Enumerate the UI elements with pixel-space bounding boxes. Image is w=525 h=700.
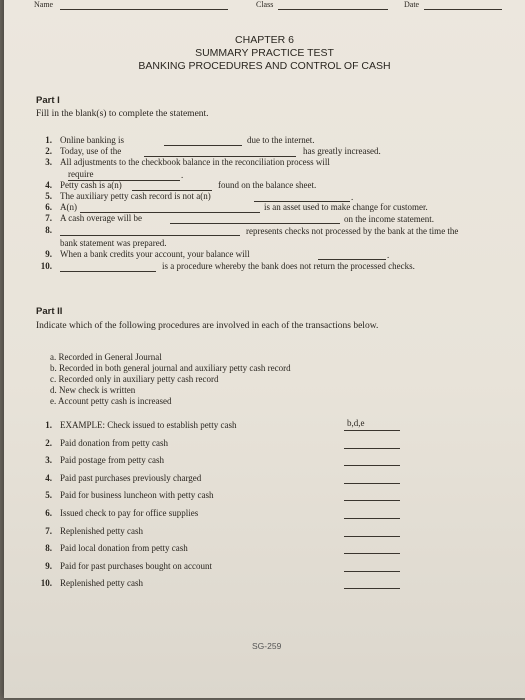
item-4-answer-blank (344, 483, 400, 484)
item-10-text: Replenished petty cash (60, 578, 143, 589)
item-1-answer: b,d,e (347, 418, 365, 428)
q2-number: 2. (45, 146, 52, 156)
item-3-number: 3. (45, 455, 52, 466)
q7-number: 7. (45, 213, 52, 223)
q7-text-b: on the income statement. (344, 214, 434, 224)
item-5-answer-blank (344, 500, 400, 501)
q8-number: 8. (45, 225, 52, 235)
item-9-number: 9. (45, 560, 52, 571)
date-label: Date (404, 0, 420, 9)
option-5: e. Account petty cash is increased (50, 396, 172, 406)
part2-instruction: Indicate which of the following procedures are involved in each of the transactions below. (36, 321, 379, 331)
part1-instruction: Fill in the blank(s) to complete the statement. (36, 109, 209, 119)
item-8-number: 8. (45, 543, 52, 554)
item-5-number: 5. (45, 490, 52, 501)
q6-text-b: is an asset used to make change for customer. (264, 202, 428, 212)
item-2-text: Paid donation from petty cash (60, 437, 168, 448)
q10-blank (60, 271, 156, 272)
item-3-text: Paid postage from petty cash (60, 455, 164, 466)
item-9-answer-blank (344, 571, 400, 572)
item-6-answer-blank (344, 518, 400, 519)
item-4-text: Paid past purchases previously charged (60, 472, 202, 483)
item-8-answer-blank (344, 553, 400, 554)
q3-number: 3. (45, 157, 52, 167)
q5-text-a: The auxiliary petty cash record is not a(n) (60, 191, 211, 201)
q4-text-a: Petty cash is a(n) (60, 180, 122, 190)
item-1-answer-blank (344, 430, 400, 431)
name-blank (60, 9, 228, 10)
part1-label: Part I (36, 95, 60, 106)
item-2-answer-blank (344, 448, 400, 449)
q9-text-b: . (387, 250, 390, 260)
option-3: c. Recorded only in auxiliary petty cash record (50, 374, 219, 384)
q2-text-a: Today, use of the (60, 146, 122, 156)
option-2: b. Recorded in both general journal and auxiliary petty cash record (50, 363, 291, 373)
option-4: d. New check is written (50, 385, 136, 395)
item-4-number: 4. (45, 472, 52, 483)
q7-blank (170, 223, 340, 224)
q9-number: 9. (45, 249, 52, 259)
q9-text-a: When a bank credits your account, your balance will (60, 249, 250, 259)
q4-number: 4. (45, 180, 52, 190)
q8-blank (60, 235, 240, 236)
q6-text-a: A(n) (60, 202, 77, 212)
q2-text-b: has greatly increased. (303, 146, 381, 156)
q8-text-a: represents checks not processed by the bank at the time the (246, 226, 459, 236)
item-6-text: Issued check to pay for office supplies (60, 508, 199, 518)
item-3-answer-blank (344, 465, 400, 466)
name-label: Name (34, 0, 54, 9)
page-number: SG-259 (252, 641, 282, 651)
q5-text-b: . (351, 192, 354, 202)
item-7-answer-blank (344, 536, 400, 537)
class-label: Class (256, 0, 274, 9)
q1-number: 1. (45, 135, 52, 145)
q1-blank (164, 145, 242, 146)
part2-label: Part II (36, 306, 63, 317)
item-10-answer-blank (344, 588, 400, 589)
q1-text-a: Online banking is (60, 135, 124, 145)
q5-number: 5. (45, 191, 52, 201)
date-blank (424, 9, 502, 10)
q3-text-c: . (181, 170, 184, 180)
q8-text-b: bank statement was prepared. (60, 238, 167, 248)
item-7-text: Replenished petty cash (60, 525, 143, 536)
test-title: SUMMARY PRACTICE TEST (195, 47, 334, 59)
q4-text-b: found on the balance sheet. (218, 180, 317, 190)
option-1: a. Recorded in General Journal (50, 352, 162, 362)
q3-text-a: All adjustments to the checkbook balance in the reconciliation process will (60, 157, 330, 167)
item-5-text: Paid for business luncheon with petty cash (60, 490, 214, 501)
q3-text-b: require (68, 169, 94, 179)
class-blank (278, 9, 388, 10)
q10-text-a: is a procedure whereby the bank does not return the processed checks. (162, 261, 415, 271)
q1-text-b: due to the internet. (247, 135, 315, 145)
item-6-number: 6. (45, 508, 52, 518)
q6-number: 6. (45, 202, 52, 212)
item-8-text: Paid local donation from petty cash (60, 543, 188, 554)
q9-blank (318, 259, 386, 260)
item-9-text: Paid for past purchases bought on account (60, 560, 212, 571)
item-1-text: EXAMPLE: Check issued to establish petty cash (60, 420, 237, 430)
worksheet-page (4, 0, 525, 698)
item-10-number: 10. (40, 578, 52, 589)
chapter-title: CHAPTER 6 (235, 34, 294, 46)
item-7-number: 7. (45, 525, 52, 536)
item-1-number: 1. (45, 420, 52, 430)
item-2-number: 2. (45, 437, 52, 448)
q10-number: 10. (40, 261, 52, 271)
subject-title: BANKING PROCEDURES AND CONTROL OF CASH (138, 60, 391, 72)
q7-text-a: A cash overage will be (60, 213, 142, 223)
